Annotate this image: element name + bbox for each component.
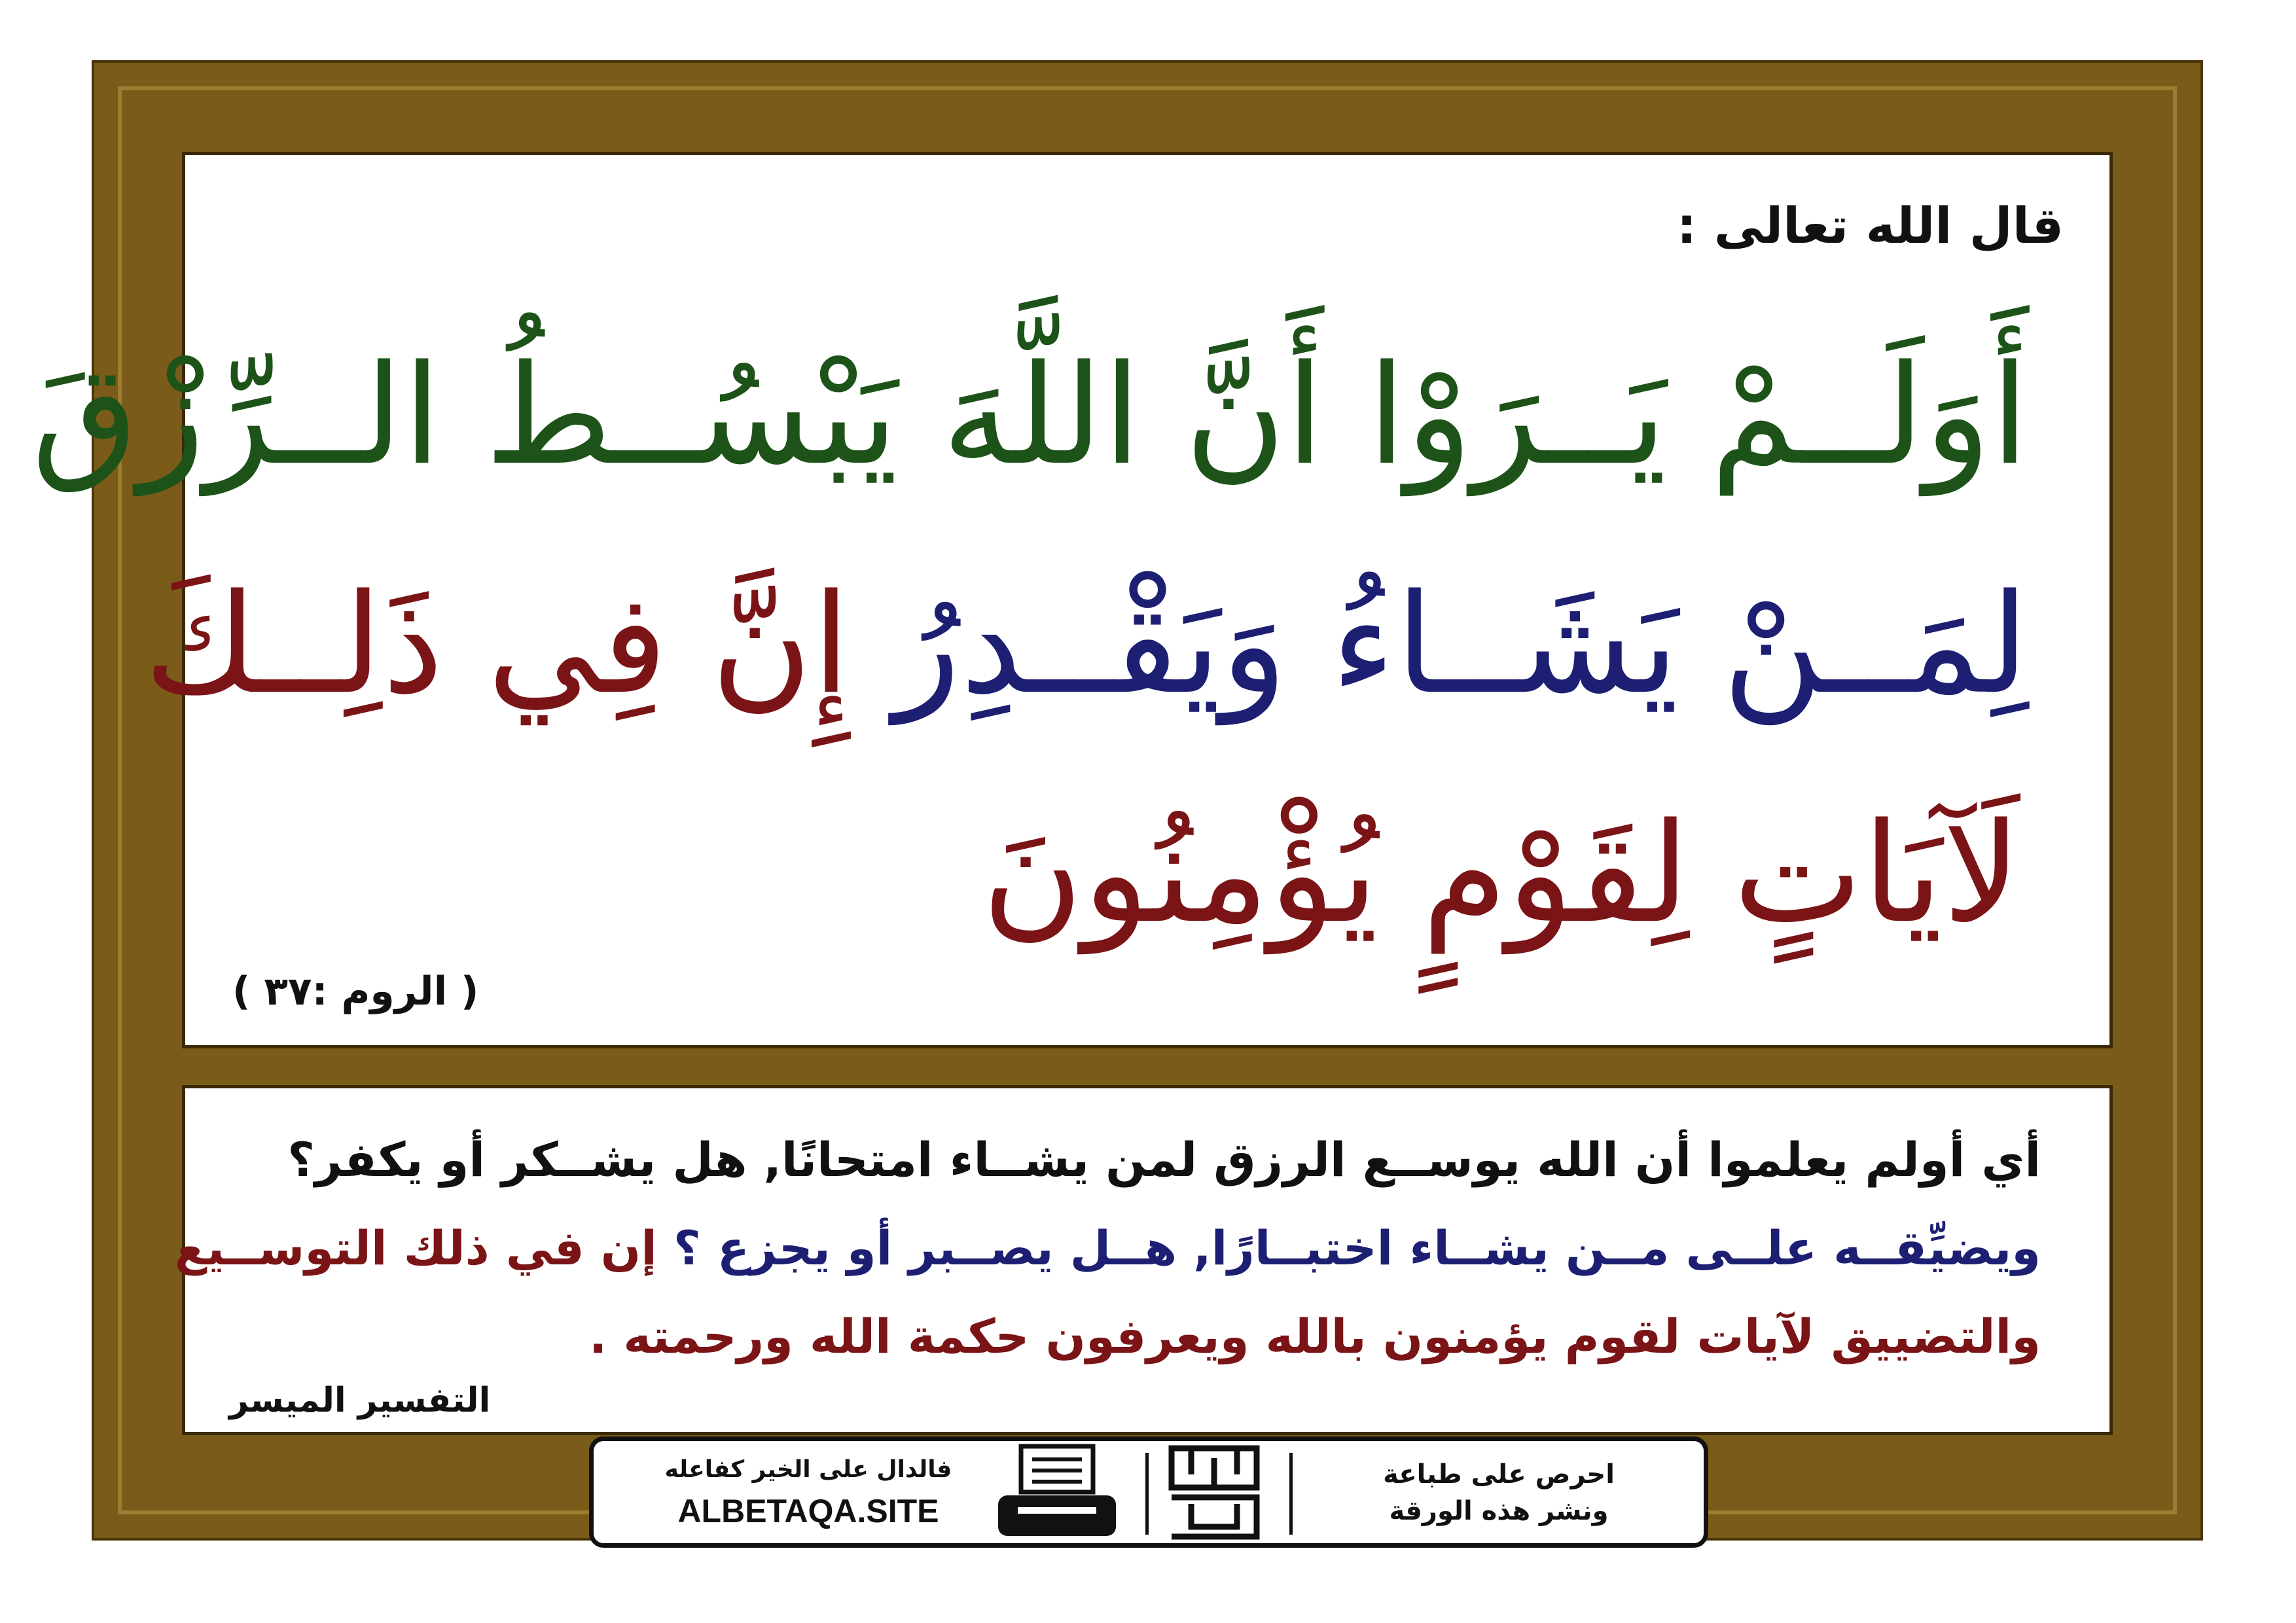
printer-icon	[992, 1443, 1122, 1541]
tafsir-line-2	[175, 1221, 2041, 1275]
footer-divider	[1145, 1453, 1149, 1535]
tafsir-line-1: أي أولم يعلموا أن الله يوســع الرزق لمن يشــاء امتحانًا, هل يشــكر أو يكفر؟	[287, 1132, 2041, 1187]
footer-print-line-1: احرص على طباعة	[1383, 1459, 1615, 1489]
footer-divider-2	[1289, 1453, 1293, 1535]
verse-line-2-blue: لِمَــنْ يَشَــاءُ وَيَقْــدِرُ	[893, 564, 2029, 724]
tafsir-line-2-red: إن في ذلك التوســيع	[174, 1221, 657, 1275]
footer-site-link[interactable]: ALBETAQA.SITE	[677, 1493, 939, 1529]
tafsir-line-3: والتضييق لآيات لقوم يؤمنون بالله ويعرفون حكمة الله ورحمته .	[589, 1309, 2041, 1364]
verse-line-2-red: إِنَّ فِي ذَلِــكَ	[144, 564, 851, 724]
dawa-logo-icon	[1165, 1442, 1263, 1543]
tafsir-source: التفسير الميسر	[229, 1381, 491, 1420]
verse-reference: ( الروم :٣٧ )	[232, 969, 479, 1014]
intro-text: قال الله تعالى :	[1676, 196, 2064, 255]
verse-line-3: لَآيَاتٍ لِقَوْمٍ يُؤْمِنُونَ	[982, 793, 2021, 954]
footer-print-line-2: ونشر هذه الورقة	[1389, 1496, 1609, 1526]
footer-hadith: فالدال على الخير كفاعله	[664, 1456, 952, 1483]
tafsir-line-2-blue: ويضيِّقــه علــى مــن يشــاء اختبــارًا, هــل يصــبر أو يجزع ؟	[673, 1221, 2041, 1275]
footer-print-note	[1329, 1456, 1669, 1529]
verse-line-1: أَوَلَــمْ يَــرَوْا أَنَّ اللَّهَ يَبْسُــطُ الــرِّزْقَ	[31, 335, 2029, 495]
verse-line-2	[144, 564, 2029, 724]
